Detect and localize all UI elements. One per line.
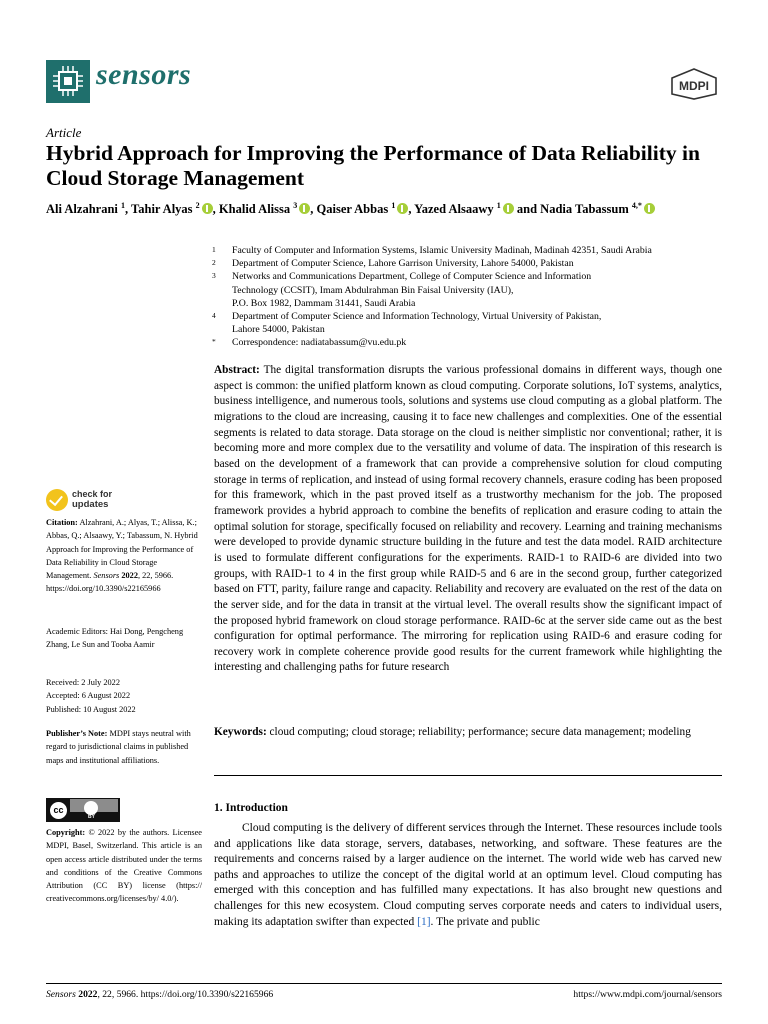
author bbox=[46, 202, 125, 216]
affiliation-number: * bbox=[212, 337, 216, 347]
keywords bbox=[214, 725, 722, 741]
check-label-2: updates bbox=[72, 499, 109, 510]
affiliation-line bbox=[212, 244, 732, 257]
affiliation-number: 2 bbox=[212, 258, 216, 268]
author bbox=[540, 202, 655, 216]
keywords-label: Keywords: bbox=[214, 726, 267, 738]
copyright bbox=[46, 826, 202, 906]
affiliation-text: Faculty of Computer and Information Systems, Islamic University Madinah, Madinah 42351, Saudi Arabia bbox=[232, 245, 652, 256]
author-name: Yazed Alsaawy bbox=[414, 202, 494, 217]
affiliation-line bbox=[212, 310, 732, 323]
affiliation-line bbox=[212, 270, 732, 283]
divider bbox=[214, 775, 722, 776]
author bbox=[131, 202, 213, 216]
copyright-text: © 2022 by the authors. Licensee MDPI, Basel, Switzerland. This article is an open access article distributed under the terms and conditions of the Creative Commons Attribution (CC BY) license (https:// creativecommons.org/licenses/by/ 4.0/). bbox=[46, 828, 202, 904]
affiliation-number: 3 bbox=[212, 271, 216, 281]
orcid-icon[interactable] bbox=[299, 203, 310, 214]
footer-year: 2022 bbox=[78, 989, 98, 1000]
copyright-label: Copyright: bbox=[46, 828, 86, 837]
footer-journal: Sensors bbox=[46, 989, 76, 1000]
citation-year: 2022 bbox=[121, 571, 138, 580]
author-affiliation-number: 1 bbox=[121, 201, 126, 210]
author-name: Khalid Alissa bbox=[218, 202, 291, 217]
by-label: BY bbox=[88, 814, 95, 820]
cc-icon: cc bbox=[49, 801, 68, 820]
orcid-icon[interactable] bbox=[397, 203, 408, 214]
cc-by-license-icon[interactable] bbox=[46, 798, 120, 822]
author-affiliation-number: 1 bbox=[391, 201, 396, 210]
footer-doi[interactable]: , 22, 5966. https://doi.org/10.3390/s22165966 bbox=[97, 989, 274, 1000]
citation-label: Citation: bbox=[46, 518, 78, 527]
date-published: Published: 10 August 2022 bbox=[46, 704, 136, 714]
author-name: Ali Alzahrani bbox=[46, 202, 118, 217]
citation-link[interactable]: [1] bbox=[417, 915, 431, 928]
footer-divider bbox=[46, 983, 722, 984]
abstract bbox=[214, 363, 722, 676]
affiliation-text: Department of Computer Science and Information Technology, Virtual University of Pakistan, bbox=[232, 311, 602, 323]
mdpi-logo[interactable] bbox=[666, 68, 722, 105]
affiliation-text: P.O. Box 1982, Dammam 31441, Saudi Arabia bbox=[232, 297, 416, 309]
publisher-note-text: MDPI stays neutral with regard to jurisdictional claims in published maps and institutional affiliations. bbox=[46, 729, 191, 765]
orcid-icon[interactable] bbox=[644, 203, 655, 214]
author bbox=[414, 202, 514, 216]
intro-text: Cloud computing is the delivery of different services through the Internet. These resources include tools and applications like data storage, servers, databases, networking, and software. These features are the requirements and concerns raised by a larger audience on the internet. The world wide web has carved new paths and approaches to utilize the concept of the digital world at an optimum level. Cloud computing has emerged with this conception and has fulfilled many expectations. It has also brought new questions and challenges for this new ecosystem. Cloud computing serves corporate needs and caters to individual users, making its adaptation swifter than expected bbox=[214, 822, 722, 928]
affiliation-number: 1 bbox=[212, 245, 216, 254]
affiliation-line bbox=[212, 323, 732, 336]
citation-doi[interactable]: , 22, 5966. https://doi.org/10.3390/s22165966 bbox=[46, 571, 174, 594]
author-affiliation-number: 3 bbox=[293, 201, 298, 210]
affiliation-text: Lahore 54000, Pakistan bbox=[232, 324, 325, 336]
check-for-updates-button[interactable] bbox=[46, 489, 166, 513]
check-label-1: check for bbox=[72, 489, 113, 499]
affiliation-number: 4 bbox=[212, 311, 216, 321]
journal-name[interactable]: sensors bbox=[96, 58, 192, 91]
author bbox=[219, 202, 310, 216]
orcid-icon[interactable] bbox=[503, 203, 514, 214]
academic-editors: Academic Editors: Hai Dong, Pengcheng Zhang, Le Sun and Tooba Aamir bbox=[46, 627, 184, 650]
citation-block bbox=[46, 516, 202, 596]
footer-url[interactable]: https://www.mdpi.com/journal/sensors bbox=[573, 989, 722, 1000]
author-name: Qaiser Abbas bbox=[316, 202, 389, 217]
authors-conjunction: and bbox=[516, 202, 538, 217]
keywords-text: cloud computing; cloud storage; reliability; performance; secure data management; modeling bbox=[269, 726, 691, 738]
date-accepted: Accepted: 6 August 2022 bbox=[46, 691, 131, 701]
affiliations bbox=[212, 244, 732, 350]
abstract-text: The digital transformation disrupts the various professional domains in different ways, though one aspect is common: the unified platform known as cloud computing. Corporate solutions, IoT systems, analytics, business intelligence, and numerous tools, solutions and systems use cloud computing as a global platform. The migrations to the cloud are increasing, causing it to face new challenges and complexities. One of the essential segments is related to data storage. Data storage on the cloud is neither simplistic nor conventional; rather, it is becoming more and more complex due to the versatility and volume of data. The inspiration of this research is based on the development of a framework that can provide a comprehensive solution for cloud computing storage in terms of replication, and instead of using formal recovery channels, erasure coding has been proposed for this framework, which in the past proved itself as a trustworthy mechanism for the job. The proposed framework provides a hybrid approach to combine the benefits of replication and erasure coding to attain the optimal solution for storage, specifically focused on reliability and recovery. Learning and training mechanisms were developed to provide dynamic structure building in the future and test the data model. RAID architecture is used to formulate different configurations for the experiments. RAID-1 to RAID-6 are divided into two groups, with RAID-1 to 4 in the first group while RAID-5 and 6 are in the second group, further categorized based on FTT, parity, failure range and capacity. Reliability and recovery are evaluated on the rest of the data on the server side, and for the data in transit at the virtual level. The overall results show the significant impact of the proposed hybrid framework on cloud storage performance. RAID-6c at the server side came out as the best configuration for optimal performance. The mirroring for replication using RAID-6 and erasure coding for recovery work in complete coherence provide good results for the current framework while highlighting the interesting and challenging paths for future research bbox=[214, 364, 722, 674]
abstract-label: Abstract: bbox=[214, 364, 260, 376]
affiliation-line bbox=[212, 336, 732, 349]
author-list: Ali Alzahrani $^1$, Tahir Alyas $^2$ , Khalid Alissa $^3$ , Qaiser Abbas $^1$ , Yazed Alsaawy $^1$ and Nadia Tabassum $^{4,*}$ bbox=[46, 201, 746, 217]
attribution-icon bbox=[84, 801, 98, 815]
intro-paragraph bbox=[214, 821, 722, 930]
author-name: Nadia Tabassum bbox=[540, 202, 629, 217]
orcid-icon[interactable] bbox=[202, 203, 213, 214]
affiliation-text: Technology (CCSIT), Imam Abdulrahman Bin Faisal University (IAU), bbox=[232, 284, 514, 296]
publisher-note bbox=[46, 727, 202, 767]
date-received: Received: 2 July 2022 bbox=[46, 678, 120, 687]
citation-journal: Sensors bbox=[93, 571, 120, 580]
article-type: Article bbox=[46, 125, 82, 140]
affiliation-line bbox=[212, 284, 732, 297]
mdpi-logo-text: MDPI bbox=[679, 79, 709, 93]
intro-text-end: . The private and public bbox=[430, 915, 540, 928]
citation-text: Alzahrani, A.; Alyas, T.; Alissa, K.; Abbas, Q.; Alsaawy, Y.; Tabassum, N. Hybrid Approach for Improving the Performance of Data Reliability in Cloud Storage Management. bbox=[46, 518, 198, 580]
author-affiliation-number: 2 bbox=[195, 201, 200, 210]
footer-citation bbox=[46, 989, 273, 1000]
author-affiliation-number: 1 bbox=[496, 201, 501, 210]
journal-logo-icon bbox=[46, 60, 90, 103]
paper-title: Hybrid Approach for Improving the Performance of Data Reliability in Cloud Storage Management bbox=[46, 141, 700, 190]
check-icon bbox=[46, 489, 68, 511]
author-affiliation-number: 4,* bbox=[631, 201, 642, 210]
affiliation-text: Networks and Communications Department, College of Computer Science and Information bbox=[232, 271, 592, 283]
author bbox=[317, 202, 409, 216]
affiliation-line bbox=[212, 297, 732, 310]
section-heading: 1. Introduction bbox=[214, 802, 288, 814]
dates-block bbox=[46, 676, 202, 716]
author-name: Tahir Alyas bbox=[131, 202, 193, 217]
affiliation-text: Department of Computer Science, Lahore Garrison University, Lahore 54000, Pakistan bbox=[232, 258, 574, 270]
affiliation-line bbox=[212, 257, 732, 270]
affiliation-text: Correspondence: nadiatabassum@vu.edu.pk bbox=[232, 337, 407, 349]
publisher-note-label: Publisher’s Note: bbox=[46, 729, 108, 738]
